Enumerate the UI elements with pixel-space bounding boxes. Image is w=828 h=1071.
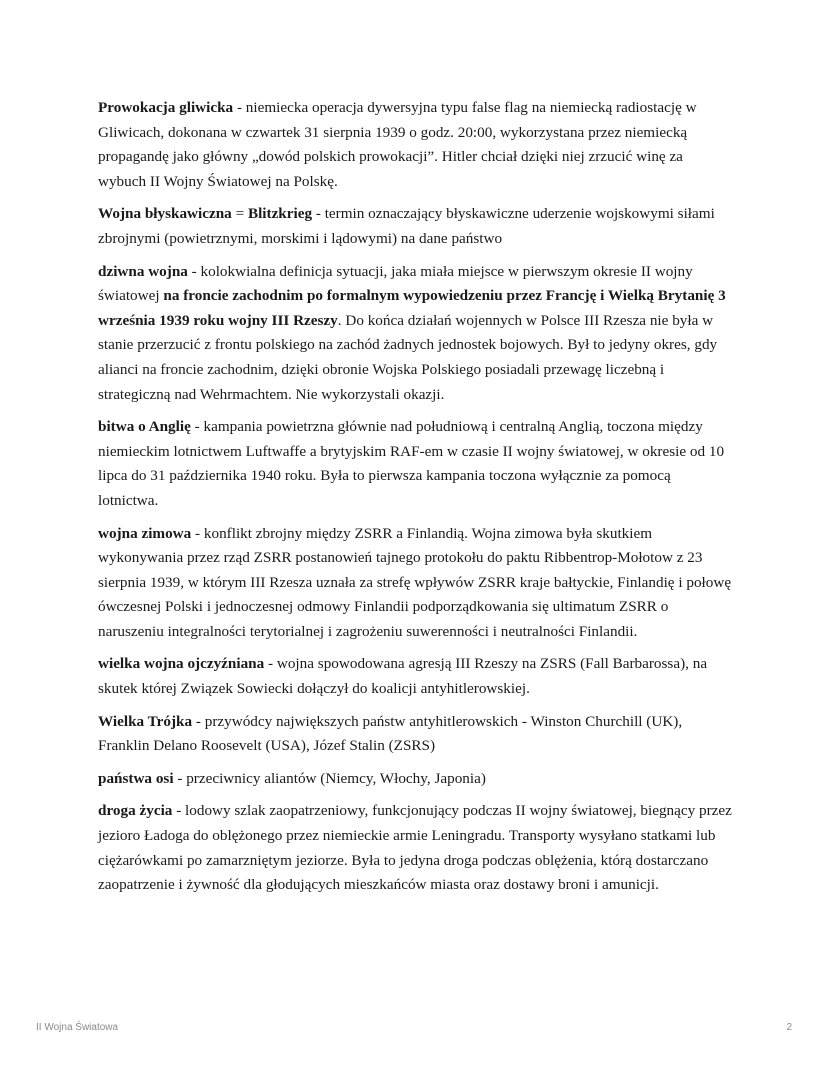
glossary-entry-droga-zycia [98,799,734,897]
document-body [98,96,734,906]
glossary-entry-prowokacja-gliwicka [98,96,734,194]
definition: - wojna spowodowana agresją III Rzeszy na ZSRS (Fall Barbarossa), na skutek której Związek Sowiecki dołączył do koalicji antyhitlerowskiej. [98,655,708,698]
term: wojna zimowa [98,524,192,542]
glossary-entry-wojna-blyskawiczna [98,202,734,251]
definition: - niemiecka operacja dywersyjna typu false flag na niemiecką radiostację w Gliwicach, dokonana w czwartek 31 sierpnia 1939 o godz. 20:00, wykorzystana przez niemiecką propagandę jako główny „dowód polskich prowokacji”. Hitler chciał dzięki niej zrzucić winę za wybuch II Wojny Światowej na Polskę. [98,99,697,190]
definition: - przeciwnicy aliantów (Niemcy, Włochy, Japonia) [173,769,486,787]
term: Wojna błyskawiczna [98,205,232,223]
definition: - konflikt zbrojny między ZSRR a Finlandią. Wojna zimowa była skutkiem wykonywania przez rząd ZSRR postanowień tajnego protokołu do paktu Ribbentrop-Mołotow z 23 sierpnia 1939, w którym III Rzesza uznała za strefę wpływów ZSRR kraje bałtyckie, Finlandię i połowę ówczesnej Polski i jednoczesnej odmowy Finlandii podporządkowania się ultimatum ZSRR o naruszeniu integralności terytorialnej i zagrożeniu suwerenności i neutralności Finlandii. [98,524,732,640]
term: Prowokacja gliwicka [98,99,234,116]
footer-page-number: 2 [786,1022,792,1033]
glossary-entry-panstwa-osi [98,767,734,792]
equals-sign: = [231,205,248,223]
definition-continued: . Do końca działań wojennych w Polsce III Rzesza nie była w stanie przerzucić z frontu polskiego na zachód żadnych jednostek bojowych. Był to jedyny okres, gdy alianci na froncie zachodnim, dzięki obronie Wojska Polskiego posiadali przewagę liczebną i strategiczną nad Wehrmachtem. Nie wykorzystali okazji. [98,311,718,403]
term: dziwna wojna [98,262,188,280]
definition: - termin oznaczający błyskawiczne uderzenie wojskowymi siłami zbrojnymi (powietrznymi, morskimi i lądowymi) na dane państwo [98,205,715,247]
definition: - kampania powietrzna głównie nad południową i centralną Anglią, toczona między niemieckim lotnictwem Luftwaffe a brytyjskim RAF-em w czasie II wojny światowej, w okresie od 10 lipca do 31 października 1940 roku. Była to pierwsza kampania toczona wyłącznie za pomocą lotnictwa. [98,418,725,509]
definition: - przywódcy największych państw antyhitlerowskich - Winston Churchill (UK), Franklin Delano Roosevelt (USA), Józef Stalin (ZSRS) [98,712,683,755]
glossary-entry-wielka-wojna-ojczyzniana [98,652,734,701]
glossary-entry-wojna-zimowa [98,522,734,645]
footer-document-title: II Wojna Światowa [36,1022,119,1033]
term: droga życia [98,802,173,820]
definition: - kolokwialna definicja sytuacji, jaka miała miejsce w pierwszym okresie II wojny światowej [98,262,693,305]
glossary-entry-wielka-trojka [98,710,734,759]
term: wielka wojna ojczyźniana [98,655,265,673]
definition-emphasis: na froncie zachodnim po formalnym wypowiedzeniu przez Francję i Wielką Brytanię 3 września 1939 roku wojny III Rzeszy [98,287,726,329]
term: Wielka Trójka [98,712,193,730]
glossary-entry-bitwa-o-anglie [98,415,734,513]
term: państwa osi [98,769,174,787]
definition: - lodowy szlak zaopatrzeniowy, funkcjonujący podczas II wojny światowej, biegnący przez jezioro Ładoga do oblężonego przez niemieckie armie Leningradu. Transporty wysyłano statkami lub ciężarówkami po zamarzniętym jeziorze. Była to jedyna droga podczas oblężenia, którą dostarczano zaopatrzenie i żywność dla głodujących mieszkańców miasta oraz dostawy broni i amunicji. [98,802,732,894]
term-synonym: Blitzkrieg [247,205,313,223]
term: bitwa o Anglię [98,418,191,436]
glossary-entry-dziwna-wojna [98,260,734,408]
